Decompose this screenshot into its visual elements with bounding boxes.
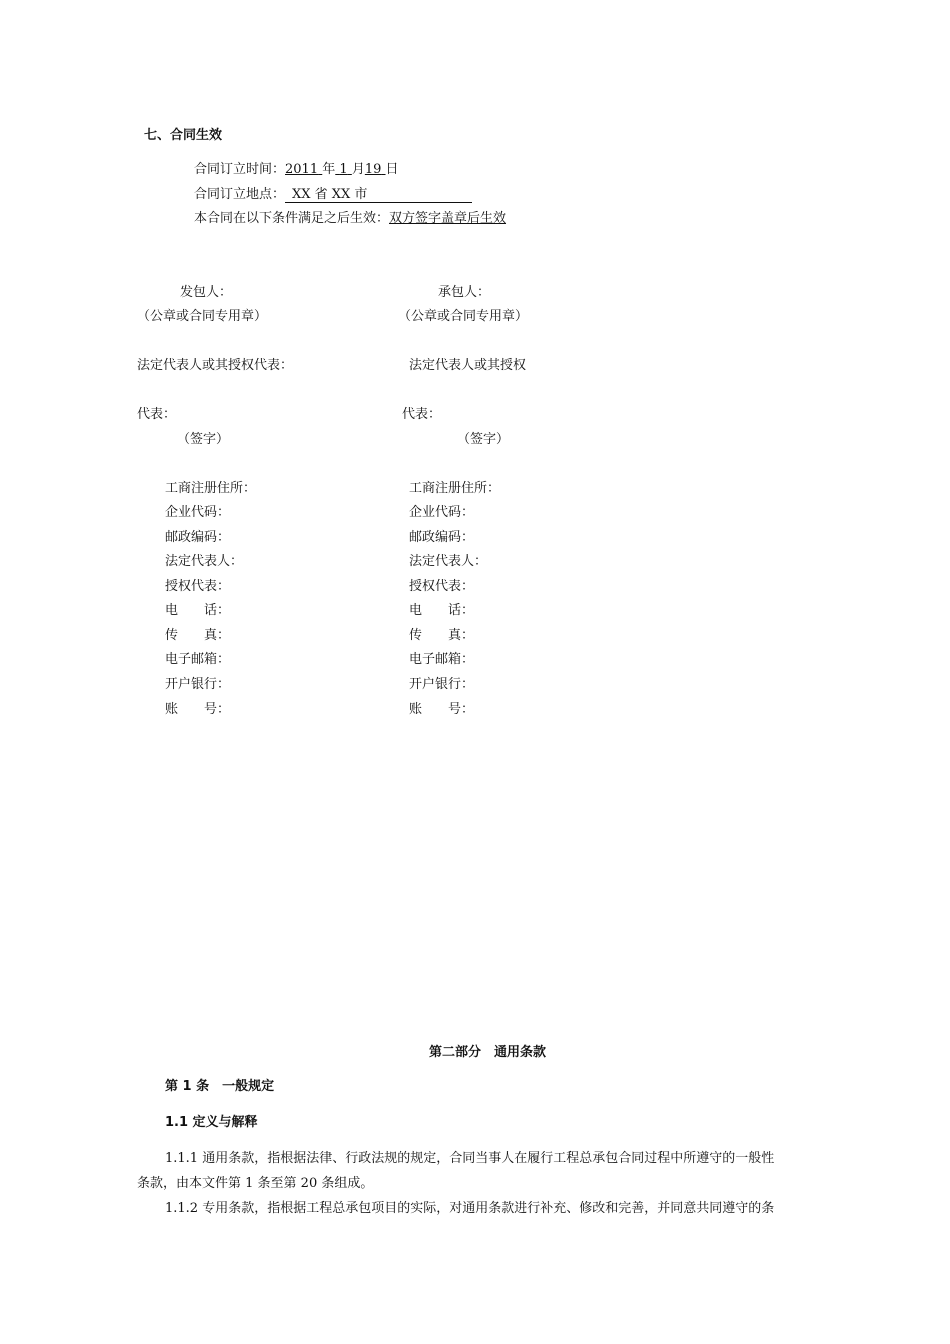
section-heading: 七、合同生效 [144, 128, 223, 143]
effect-value: 双方签字盖章后生效 [389, 211, 507, 226]
contractor-field: 账 号： [409, 702, 475, 717]
employer-field: 传 真： [165, 628, 231, 643]
sign-time-label: 合同订立时间： [194, 162, 286, 177]
contractor-seal: （公章或合同专用章） [398, 309, 529, 324]
contractor-field: 邮政编码： [409, 530, 475, 545]
employer-field: 电 话： [165, 603, 231, 618]
employer-field: 法定代表人： [165, 554, 244, 569]
employer-field: 授权代表： [165, 579, 231, 594]
year-unit: 年 [322, 162, 336, 177]
contractor-sign: （签字） [457, 432, 510, 447]
sign-place-value: XX 省 XX 市 [285, 187, 472, 203]
sign-month: 1 [339, 162, 348, 177]
sign-place-line [194, 186, 472, 204]
contractor-field: 电 话： [409, 603, 475, 618]
employer-field: 工商注册住所： [165, 481, 257, 496]
employer-title: 发包人： [180, 285, 233, 300]
contractor-rep-line2: 代表： [402, 407, 442, 422]
employer-field: 企业代码： [165, 505, 231, 520]
contractor-title: 承包人： [438, 285, 491, 300]
contractor-field: 授权代表： [409, 579, 475, 594]
employer-field: 账 号： [165, 702, 231, 717]
section-1-1-heading: 1.1 定义与解释 [165, 1115, 258, 1130]
contractor-field: 传 真： [409, 628, 475, 643]
contractor-rep-line1: 法定代表人或其授权 [409, 358, 527, 373]
employer-rep-continued: 代表： [137, 407, 177, 422]
clause-1-1-1-line2: 条款，由本文件第 1 条至第 20 条组成。 [137, 1176, 374, 1191]
day-unit: 日 [385, 162, 399, 177]
part2-title: 第二部分 通用条款 [428, 1045, 546, 1060]
contractor-field: 企业代码： [409, 505, 475, 520]
sign-year: 2011 [285, 162, 319, 177]
contractor-field: 法定代表人： [409, 554, 488, 569]
employer-sign: （签字） [177, 432, 230, 447]
employer-field: 邮政编码： [165, 530, 231, 545]
contractor-field: 开户银行： [409, 677, 475, 692]
contractor-field: 电子邮箱： [409, 652, 475, 667]
contractor-field: 工商注册住所： [409, 481, 501, 496]
sign-day: 19 [364, 162, 382, 177]
article-1-heading: 第 1 条 一般规定 [165, 1079, 275, 1094]
clause-1-1-2-line1: 1.1.2 专用条款，指根据工程总承包项目的实际，对通用条款进行补充、修改和完善，并同意共同遵守的条 [165, 1201, 775, 1216]
month-unit: 月 [351, 162, 365, 177]
effect-label: 本合同在以下条件满足之后生效： [194, 211, 390, 226]
employer-field: 电子邮箱： [165, 652, 231, 667]
sign-time-line [194, 161, 399, 179]
sign-place-label: 合同订立地点： [194, 187, 286, 202]
effect-line [194, 210, 506, 228]
employer-rep: 法定代表人或其授权代表： [137, 358, 294, 373]
clause-1-1-1-line1: 1.1.1 通用条款，指根据法律、行政法规的规定，合同当事人在履行工程总承包合同过程中所遵守的一般性 [165, 1151, 775, 1166]
employer-seal: （公章或合同专用章） [137, 309, 268, 324]
employer-field: 开户银行： [165, 677, 231, 692]
